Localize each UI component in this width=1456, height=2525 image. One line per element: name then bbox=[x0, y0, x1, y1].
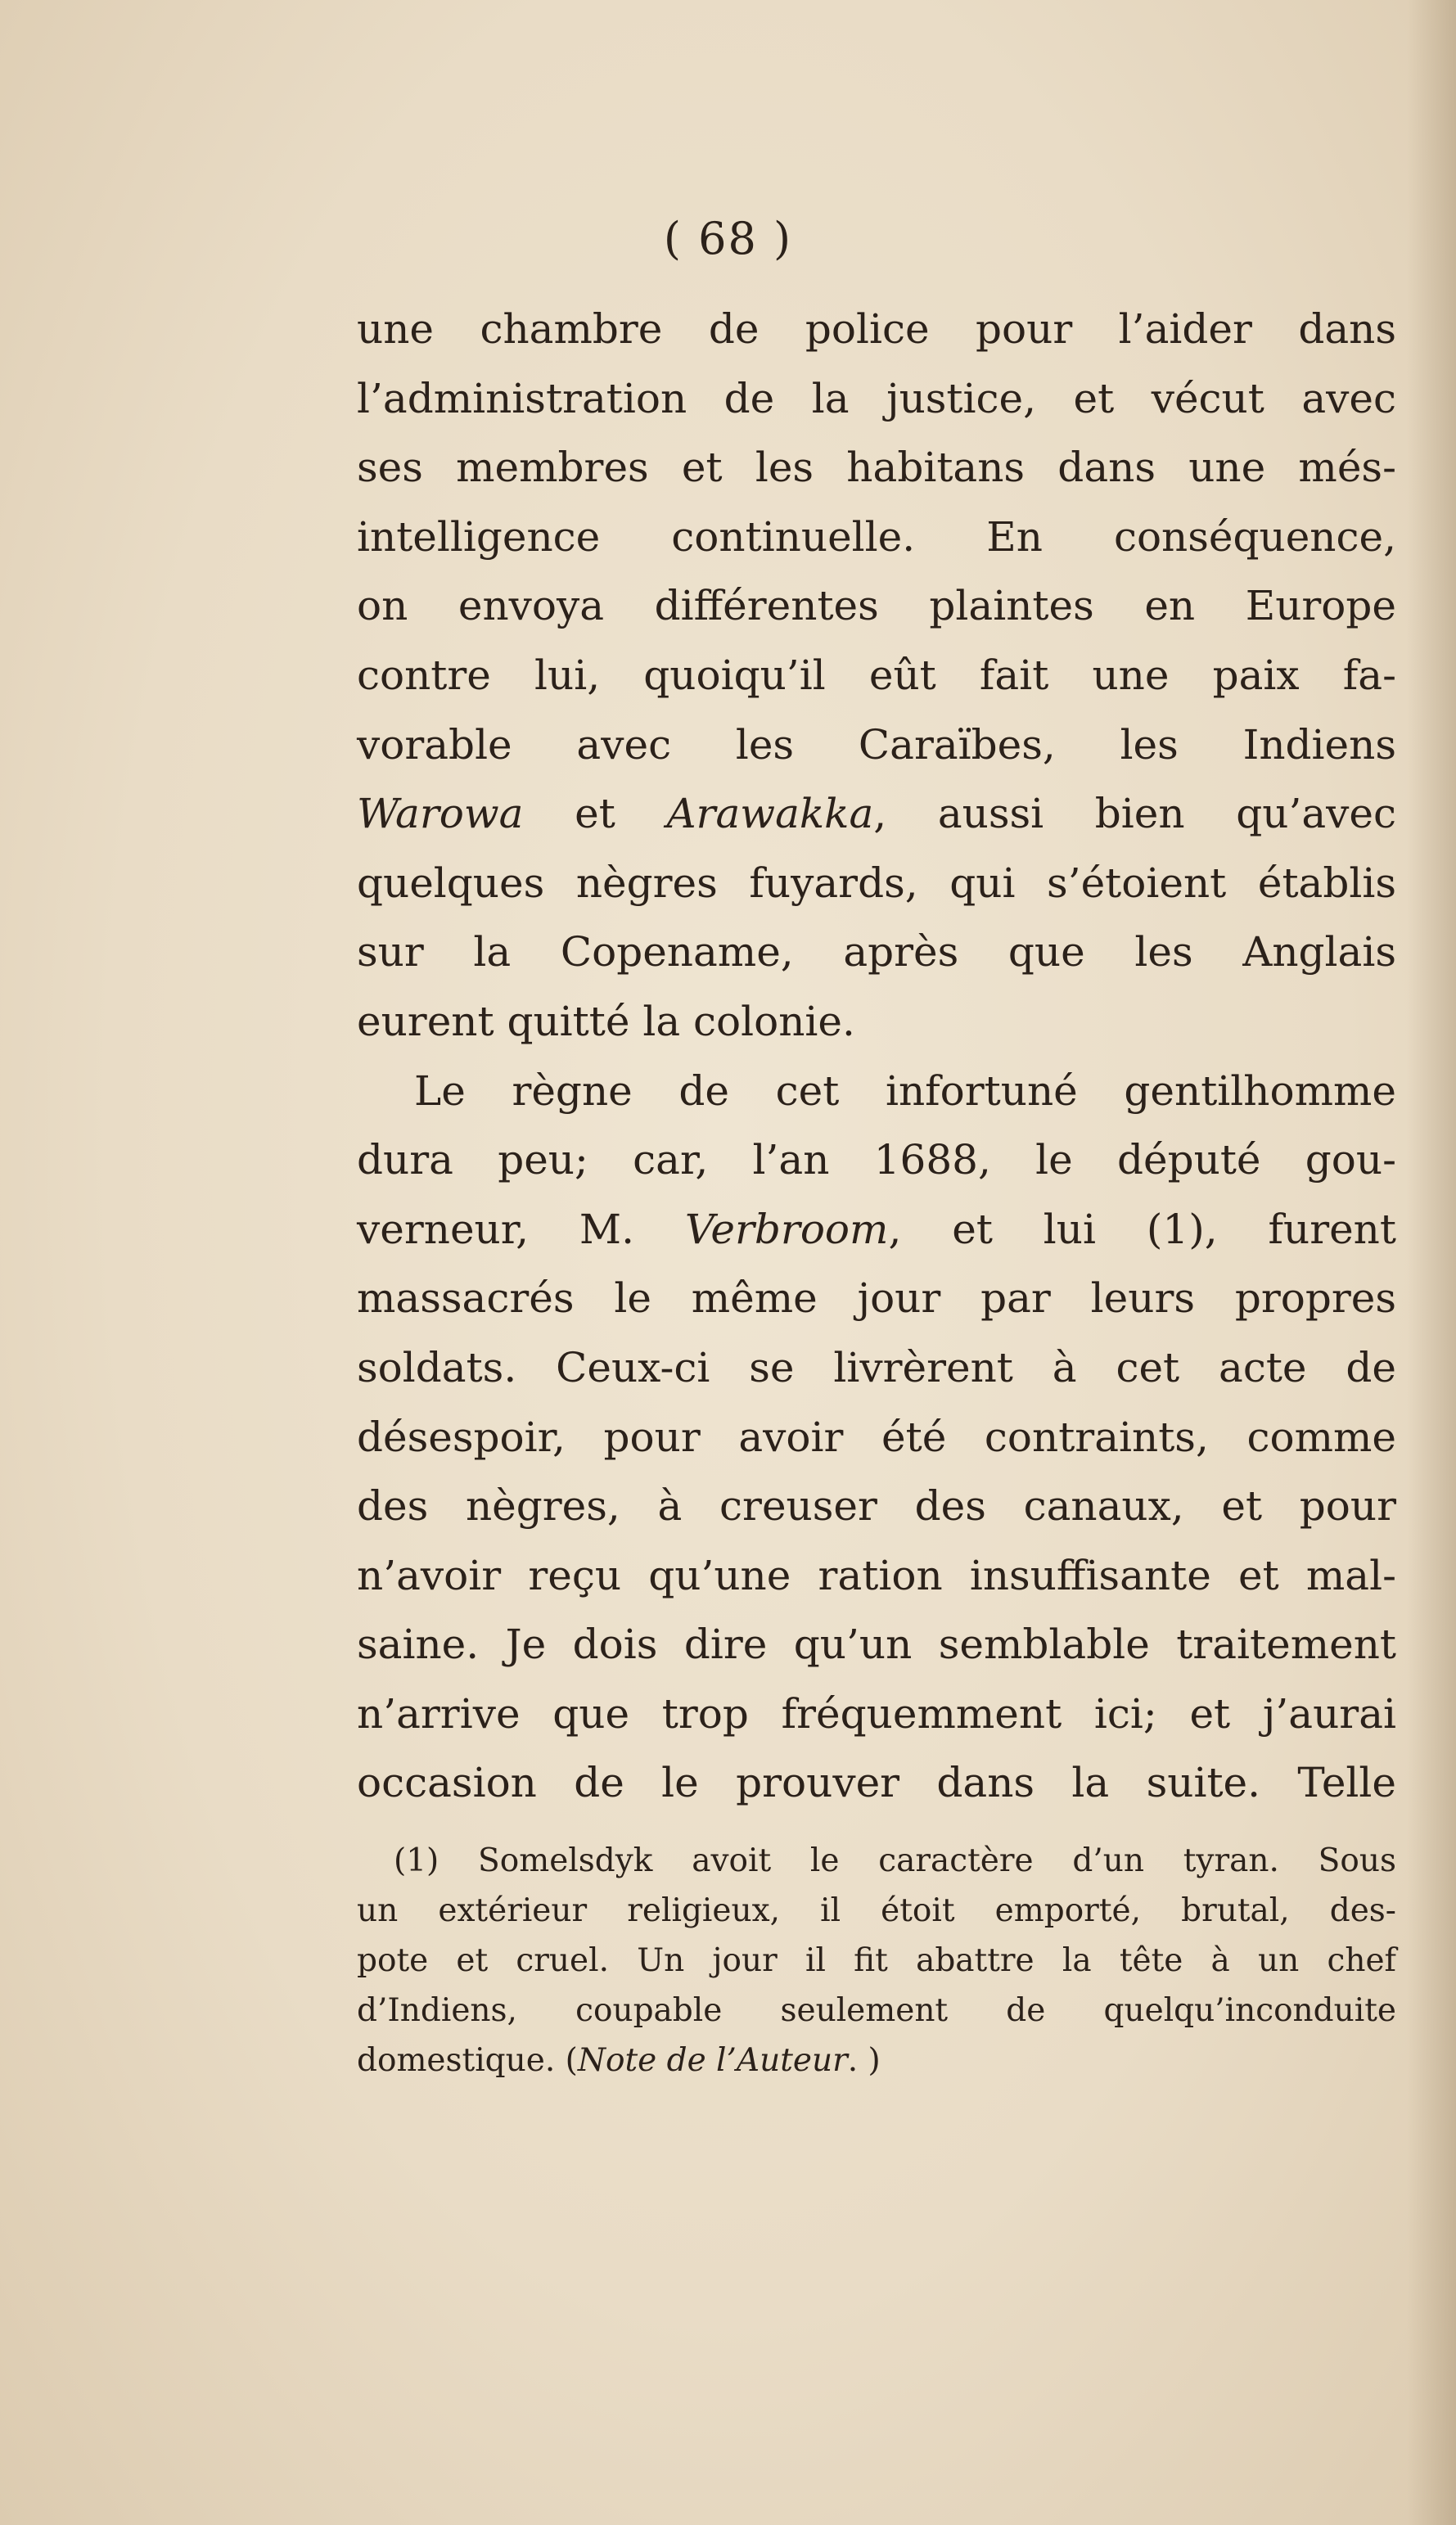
footnote bbox=[357, 1836, 1396, 2085]
text-line: n’avoir reçu qu’une ration insuffisante et mal- bbox=[357, 1551, 1396, 1599]
text-fragment: . ) bbox=[847, 2042, 881, 2079]
text-line: ses membres et les habitans dans une més- bbox=[357, 444, 1396, 492]
text-line: massacrés le même jour par leurs propres bbox=[357, 1274, 1396, 1323]
text-line: l’administration de la justice, et vécut avec bbox=[357, 374, 1396, 422]
text-line: saine. Je dois dire qu’un semblable traitement bbox=[357, 1621, 1396, 1669]
footnote-line bbox=[357, 2036, 1396, 2085]
text-line: soldats. Ceux-ci se livrèrent à cet acte de bbox=[357, 1343, 1396, 1391]
text-line: quelques nègres fuyards, qui s’étoient établis bbox=[357, 859, 1396, 907]
text-line bbox=[357, 1195, 1396, 1265]
text-line: vorable avec les Caraïbes, les Indiens bbox=[357, 720, 1396, 769]
text-line: une chambre de police pour l’aider dans bbox=[357, 305, 1396, 353]
text-line: sur la Copename, après que les Anglais bbox=[357, 928, 1396, 976]
text-line: contre lui, quoiqu’il eût fait une paix fa- bbox=[357, 651, 1396, 699]
text-line: intelligence continuelle. En conséquence, bbox=[357, 512, 1396, 561]
text-line: on envoya différentes plaintes en Europe bbox=[357, 582, 1396, 630]
text-fragment: et bbox=[523, 790, 667, 838]
page-number: ( 68 ) bbox=[663, 213, 793, 264]
page-edge-shadow bbox=[1407, 0, 1456, 2525]
text-line: désespoir, pour avoir été contraints, comme bbox=[357, 1413, 1396, 1461]
text-line: eurent quitté la colonie. bbox=[357, 997, 855, 1045]
paragraph-start: Le règne de cet infortuné gentilhomme bbox=[414, 1066, 1396, 1115]
text-fragment: , aussi bien qu’avec bbox=[873, 790, 1396, 838]
text-fragment: verneur, M. bbox=[357, 1205, 685, 1253]
text-fragment: , et lui (1), furent bbox=[888, 1205, 1396, 1253]
author-note: Note de l’Auteur bbox=[577, 2042, 848, 2079]
text-line: dura peu; car, l’an 1688, le député gou- bbox=[357, 1136, 1396, 1184]
footnote-line: d’Indiens, coupable seulement de quelqu’inconduite bbox=[357, 1992, 1396, 2029]
text-line bbox=[357, 779, 1396, 849]
italic-name-warowa: Warowa bbox=[357, 790, 524, 838]
footnote-line: un extérieur religieux, il étoit emporté, brutal, des- bbox=[357, 1892, 1396, 1929]
main-text bbox=[357, 295, 1396, 1818]
text-line: n’arrive que trop fréquemment ici; et j’aurai bbox=[357, 1689, 1396, 1738]
text-line: occasion de le prouver dans la suite. Telle bbox=[357, 1759, 1396, 1807]
italic-name-verbroom: Verbroom bbox=[684, 1205, 889, 1253]
text-fragment: domestique. ( bbox=[357, 2042, 578, 2079]
footnote-line: (1) Somelsdyk avoit le caractère d’un tyran. Sous bbox=[394, 1842, 1396, 1879]
footnote-line: pote et cruel. Un jour il fit abattre la tête à un chef bbox=[357, 1942, 1396, 1979]
italic-name-arawakka: Arawakka bbox=[666, 790, 874, 838]
text-line: des nègres, à creuser des canaux, et pour bbox=[357, 1482, 1396, 1531]
